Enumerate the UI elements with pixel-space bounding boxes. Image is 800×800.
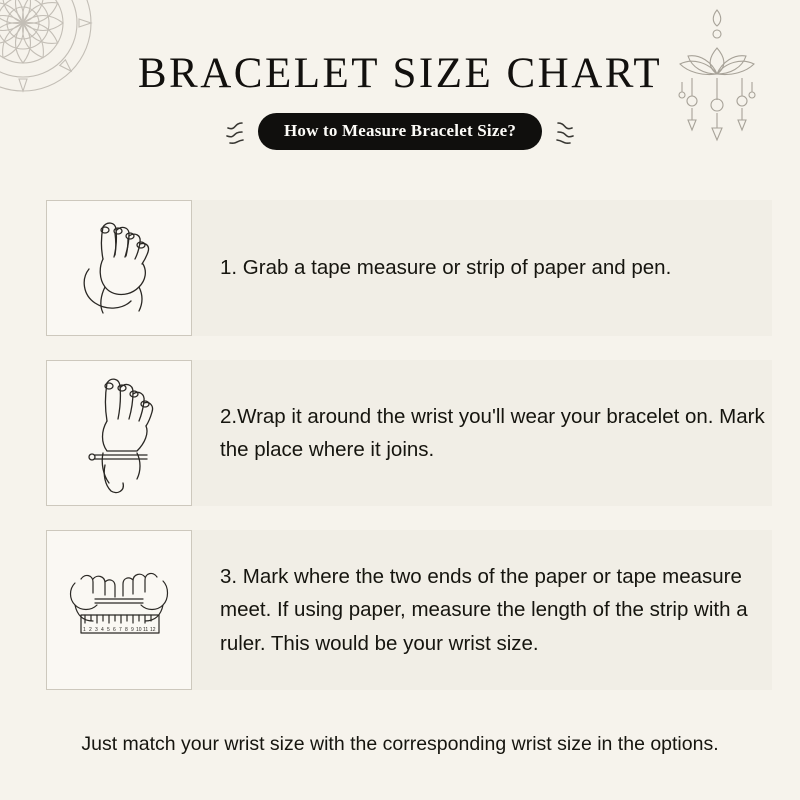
flourish-right-icon [552, 119, 578, 145]
subtitle-row [0, 113, 800, 150]
svg-text:6: 6 [113, 627, 116, 633]
list-item [0, 200, 800, 336]
step-1-text: 1. Grab a tape measure or strip of paper and pen. [220, 256, 672, 280]
svg-text:8: 8 [125, 627, 128, 633]
svg-text:5: 5 [107, 627, 110, 633]
page-title: BRACELET SIZE CHART [137, 50, 663, 97]
step-3-thumbnail [46, 530, 192, 690]
svg-text:2: 2 [89, 627, 92, 633]
footer-note: Just match your wrist size with the corresponding wrist size in the options. [81, 733, 719, 755]
steps-list [0, 200, 800, 714]
step-2-thumbnail [46, 360, 192, 506]
flourish-left-icon [222, 119, 248, 145]
hand-with-tape-illustration-icon [59, 209, 179, 327]
svg-text:12: 12 [150, 627, 156, 633]
svg-text:4: 4 [101, 627, 104, 633]
svg-text:3: 3 [95, 627, 98, 633]
hand-wrapping-tape-illustration-icon [59, 369, 179, 497]
hands-measuring-with-ruler-illustration-icon [55, 555, 183, 665]
step-3-text: 3. Mark where the two ends of the paper or tape measure meet. If using paper, measure the length of the strip with a ruler. This would be your wrist size. [220, 565, 748, 655]
list-item [0, 360, 800, 506]
svg-text:1: 1 [83, 627, 86, 633]
svg-text:11: 11 [143, 627, 149, 633]
step-2-text: 2.Wrap it around the wrist you'll wear your bracelet on. Mark the place where it joins. [220, 404, 765, 461]
step-1-thumbnail [46, 200, 192, 336]
svg-text:7: 7 [119, 627, 122, 633]
page-header [0, 52, 800, 150]
svg-text:9: 9 [131, 627, 134, 633]
list-item [0, 530, 800, 690]
svg-text:10: 10 [136, 627, 142, 633]
subtitle-pill: How to Measure Bracelet Size? [258, 113, 542, 150]
